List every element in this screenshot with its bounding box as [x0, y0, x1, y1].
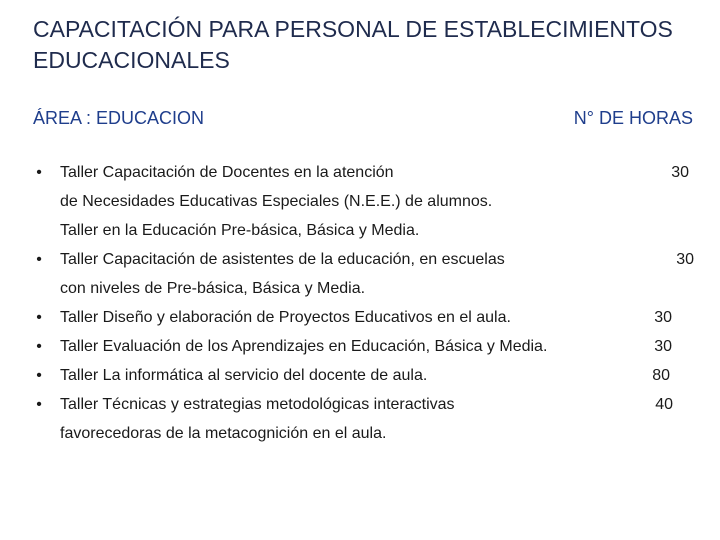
course-text-line: Taller La informática al servicio del docente de aula.: [60, 367, 428, 384]
course-item: [33, 390, 693, 448]
hours-column-header: N° DE HORAS: [573, 108, 693, 128]
course-hours: 40: [655, 396, 673, 413]
course-text-line: Taller Evaluación de los Aprendizajes en Educación, Básica y Media.: [60, 338, 548, 355]
table-header: [33, 108, 693, 136]
course-text-line: con niveles de Pre-básica, Básica y Media.: [60, 280, 366, 297]
bullet-icon: •: [36, 396, 42, 413]
bullet-icon: •: [36, 251, 42, 268]
course-text-line: favorecedoras de la metacognición en el aula.: [60, 425, 387, 442]
course-list: [33, 158, 693, 448]
course-hours: 30: [676, 251, 694, 268]
bullet-icon: •: [36, 309, 42, 326]
bullet-icon: •: [36, 164, 42, 181]
course-hours: 30: [671, 164, 689, 181]
course-text-line: de Necesidades Educativas Especiales (N.E.E.) de alumnos.: [60, 193, 493, 210]
course-hours: 80: [652, 367, 670, 384]
course-item: [33, 303, 693, 332]
course-item: [33, 361, 693, 390]
course-text-line: Taller Capacitación de Docentes en la atención: [60, 164, 394, 181]
course-hours: 30: [654, 309, 672, 326]
course-item: [33, 158, 693, 245]
course-hours: 30: [654, 338, 672, 355]
course-item: [33, 245, 693, 303]
bullet-icon: •: [36, 338, 42, 355]
area-label: ÁREA : EDUCACION: [33, 108, 205, 128]
course-item: [33, 332, 693, 361]
slide-title: CAPACITACIÓN PARA PERSONAL DE ESTABLECIMIENTOS EDUCACIONALES: [33, 16, 673, 73]
course-text-line: Taller Capacitación de asistentes de la educación, en escuelas: [60, 251, 505, 268]
bullet-icon: •: [36, 367, 42, 384]
course-text-line: Taller Técnicas y estrategias metodológicas interactivas: [60, 396, 455, 413]
course-text-line: Taller en la Educación Pre-básica, Básica y Media.: [60, 222, 420, 239]
course-text-line: Taller Diseño y elaboración de Proyectos Educativos en el aula.: [60, 309, 511, 326]
